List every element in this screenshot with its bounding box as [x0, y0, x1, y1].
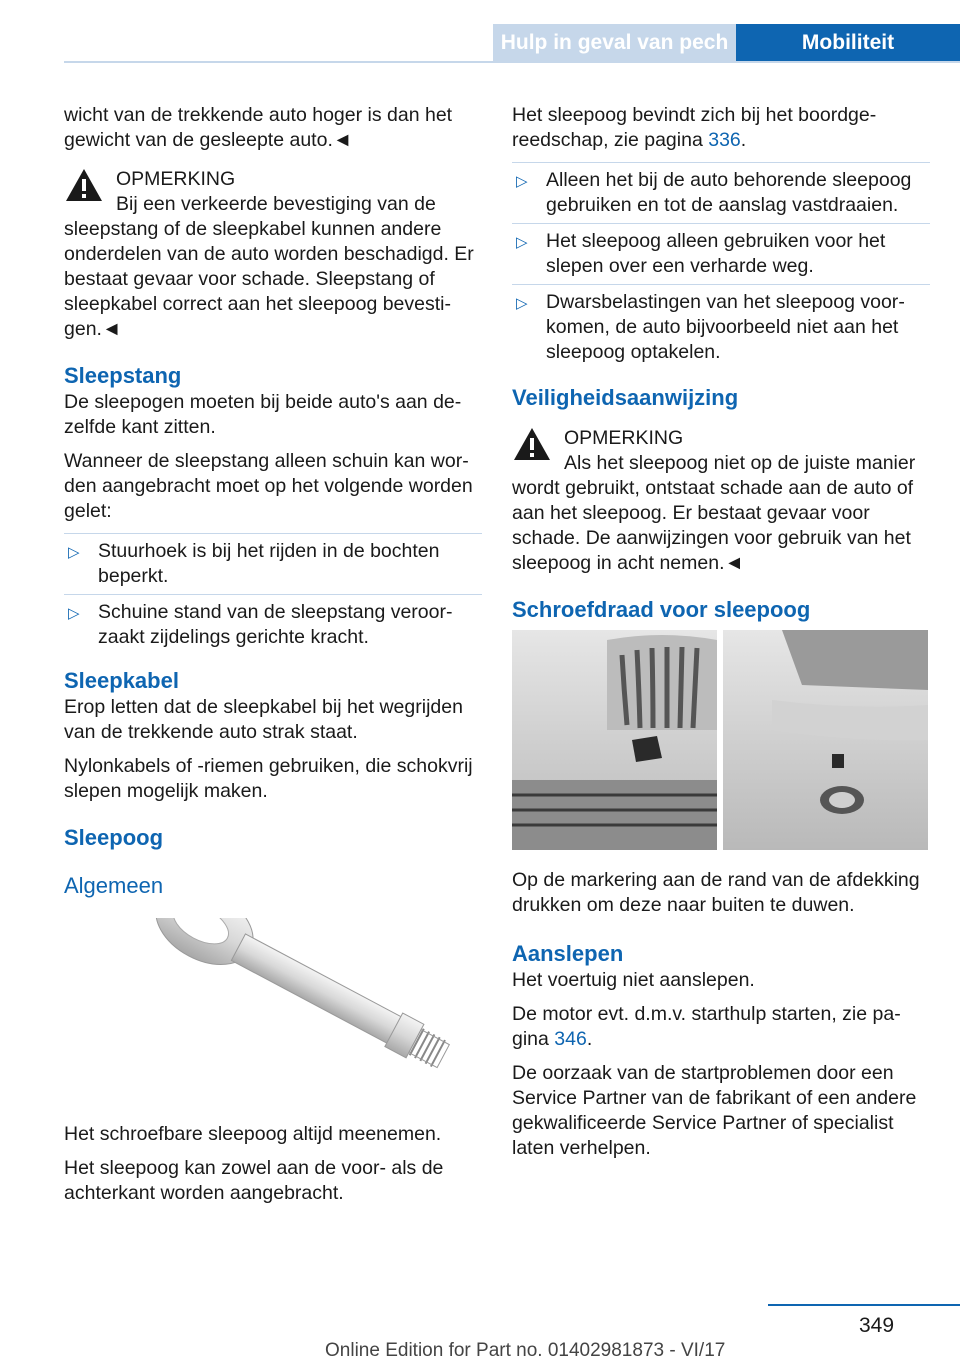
page-link[interactable]: 336	[708, 129, 741, 151]
left-column	[64, 103, 482, 1215]
paragraph: Op de markering aan de rand van de afdekking drukken om deze naar buiten te duwen.	[512, 869, 920, 916]
car-bumper-photos	[512, 630, 928, 850]
edition-footer: Online Edition for Part no. 01402981873 - VI/17	[325, 1340, 726, 1361]
triangle-bullet-icon: ▷	[68, 605, 80, 622]
notice-box	[64, 167, 482, 342]
bullet-list	[64, 533, 482, 655]
list-item: ▷ Dwarsbelastingen van het sleepoog voorkomen, de auto bijvoorbeeld niet aan het sleepoog optakelen.	[512, 284, 930, 370]
triangle-bullet-icon: ▷	[516, 234, 528, 251]
list-item: ▷ Stuurhoek is bij het rijden in de bochten beperkt.	[64, 533, 482, 594]
heading-sleepkabel: Sleepkabel	[64, 668, 179, 693]
paragraph: Het schroefbare sleepoog altijd meenemen.	[64, 1123, 442, 1145]
list-item: ▷ Schuine stand van de sleepstang veroorzaakt zijdelings gerichte kracht.	[64, 594, 482, 655]
triangle-bullet-icon: ▷	[516, 295, 528, 312]
paragraph: Het sleepoog bevindt zich bij het boordgereedschap, zie pagina 336.	[512, 104, 877, 151]
intro-paragraph: wicht van de trekkende auto hoger is dan het gewicht van de gesleepte auto.◄	[64, 104, 453, 151]
list-item: ▷ Alleen het bij de auto behorende sleepoog gebruiken en tot de aanslag vastdraaien.	[512, 162, 930, 223]
paragraph: Het voertuig niet aanslepen.	[512, 969, 755, 991]
heading-veiligheid: Veiligheidsaanwijzing	[512, 385, 739, 410]
notice-title: OPMERKING	[564, 427, 684, 449]
right-column	[512, 103, 930, 1170]
footer-rule	[768, 1304, 960, 1306]
paragraph: De oorzaak van de startproblemen door een Service Partner van de fabrikant of een andere gekwalificeerde Service Partner of specialist laten verhelpen.	[512, 1062, 917, 1159]
header-chapter-tab: Mobiliteit	[736, 24, 960, 62]
heading-schroefdraad: Schroefdraad voor sleepoog	[512, 597, 811, 622]
page-link[interactable]: 346	[554, 1028, 587, 1050]
warning-icon	[64, 167, 104, 203]
header-rule	[64, 61, 960, 63]
tow-hook-illustration	[104, 918, 484, 1108]
page-number: 349	[859, 1314, 895, 1337]
paragraph: Erop letten dat de sleepkabel bij het wegrijden van de trekkende auto strak staat.	[64, 696, 463, 743]
paragraph: De sleepogen moeten bij beide auto's aan dezelfde kant zitten.	[64, 391, 462, 438]
bullet-list	[512, 162, 930, 370]
notice-body: Als het sleepoog niet op de juiste manier wordt gebruikt, ontstaat schade aan de auto of aan het sleepoog. Er bestaat gevaar voor schade. De aanwijzingen voor gebruik van het sleepoog in acht nemen.◄	[512, 452, 916, 574]
notice-title: OPMERKING	[116, 168, 236, 190]
notice-body: Bij een verkeerde bevestiging van de sleepstang of de sleepkabel kunnen andere onderdelen van de auto worden beschadigd. Er bestaat gevaar voor schade. Sleepstang of sleepkabel correct aan het sleepoog bevestigen.◄	[64, 193, 474, 340]
warning-icon	[512, 426, 552, 462]
notice-box	[512, 426, 930, 576]
heading-aanslepen: Aanslepen	[512, 941, 624, 966]
paragraph: Wanneer de sleepstang alleen schuin kan worden aangebracht moet op het volgende worden gelet:	[64, 450, 473, 522]
heading-sleepoog: Sleepoog	[64, 825, 164, 850]
list-item: ▷ Het sleepoog alleen gebruiken voor het slepen over een verharde weg.	[512, 223, 930, 284]
paragraph: Het sleepoog kan zowel aan de voor- als de achterkant worden aangebracht.	[64, 1157, 444, 1204]
paragraph: De motor evt. d.m.v. starthulp starten, zie pagina 346.	[512, 1003, 901, 1050]
triangle-bullet-icon: ▷	[68, 544, 80, 561]
subheading-algemeen: Algemeen	[64, 873, 164, 898]
header-section-tab: Hulp in geval van pech	[493, 24, 736, 62]
heading-sleepstang: Sleepstang	[64, 363, 182, 388]
paragraph: Nylonkabels of -riemen gebruiken, die schokvrij slepen mogelijk maken.	[64, 755, 473, 802]
triangle-bullet-icon: ▷	[516, 173, 528, 190]
